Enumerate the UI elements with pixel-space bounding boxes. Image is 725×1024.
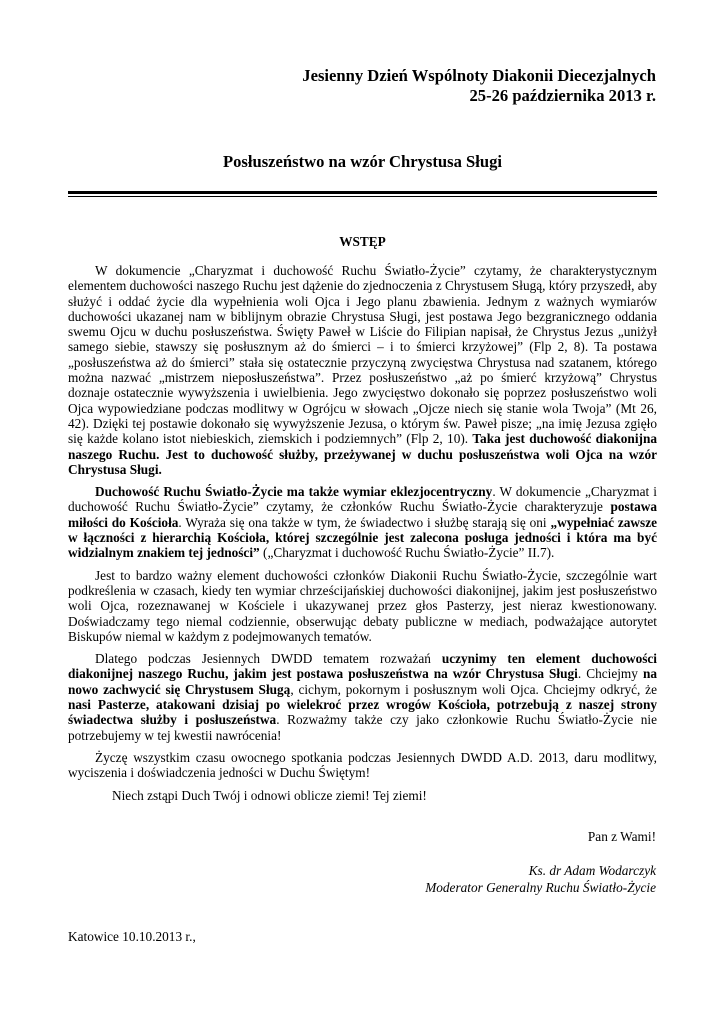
paragraph-2-text-1: . W dokumencie „Charyzmat i duchowość Ruchu Światło-Życie” czytamy, że członków Ruchu Światło-Życie charakteryzuje xyxy=(68,484,658,515)
paragraph-4-text-3: , cichym, pokornym i posłusznym woli Ojca. Chciejmy odkryć, że xyxy=(290,681,657,697)
paragraph-2 xyxy=(68,484,657,560)
title-divider-thick xyxy=(68,191,657,194)
closing-greeting: Pan z Wami! xyxy=(587,829,656,844)
paragraph-1 xyxy=(68,263,657,477)
paragraph-6-blessing xyxy=(68,788,657,803)
signature-name: Ks. dr Adam Wodarczyk xyxy=(528,863,656,878)
signature-block xyxy=(425,862,656,896)
paragraph-1-bold: Taka jest duchowość diakonijna naszego Ruchu. Jest to duchowość służby, przeżywanej w duchu posłuszeństwa woli Ojca na wzór Chrystusa Sługi. xyxy=(68,431,657,477)
document-title: Posłuszeństwo na wzór Chrystusa Sługi xyxy=(222,152,503,171)
paragraph-3 xyxy=(68,568,657,644)
paragraph-4-bold-2: na nowo zachwycić się Chrystusem Sługą xyxy=(68,666,657,697)
signature-role: Moderator Generalny Ruchu Światło-Życie xyxy=(425,880,656,895)
paragraph-2-bold-1: Duchowość Ruchu Światło-Życie ma także wymiar eklezjocentryczny xyxy=(95,484,493,500)
header-event-name: Jesienny Dzień Wspólnoty Diakonii Diecezjalnych xyxy=(302,66,656,85)
paragraph-4-bold-1: uczynimy ten element duchowości diakonijnej naszego Ruchu, jakim jest postawa posłuszeństwa na wzór Chrystusa Sługi xyxy=(68,651,657,682)
section-heading: WSTĘP xyxy=(339,234,386,249)
paragraph-4-bold-3: nasi Pasterze, atakowani dzisiaj po wielekroć przez wrogów Kościoła, potrzebują z naszej strony świadectwa służby i posłuszeństwa xyxy=(68,697,657,728)
document-header xyxy=(302,66,656,106)
paragraph-4-text-4: . Rozważmy także czy jako członkowie Ruchu Światło-Życie nie potrzebujemy w tej kwestii nawrócenia! xyxy=(68,712,657,743)
paragraph-2-text-3: („Charyzmat i duchowość Ruchu Światło-Życie” II.7). xyxy=(259,545,555,561)
paragraph-3-text: Jest to bardzo ważny element duchowości członków Diakonii Ruchu Światło-Życie, szczególnie wart podkreślenia w czasach, kiedy ten wymiar chrześcijańskiej duchowości diakonijnej, jakim jest posłuszeństwo woli Ojca, rozeznawanej w Kościele i ukazywanej przez głos Pasterzy, jest nieraz kwestionowany. Doświadczamy tego niemal codziennie, obserwując debaty publiczne w mediach, podważające autorytet Biskupów niemal w każdym z podejmowanych tematów. xyxy=(68,567,657,644)
paragraph-5 xyxy=(68,750,657,781)
place-and-date: Katowice 10.10.2013 r., xyxy=(68,929,196,944)
paragraph-2-bold-2: postawa miłości do Kościoła xyxy=(68,499,657,530)
header-event-date: 25-26 października 2013 r. xyxy=(469,86,656,105)
paragraph-4-text-1: Dlatego podczas Jesiennych DWDD tematem rozważań xyxy=(95,651,442,667)
paragraph-4 xyxy=(68,651,657,743)
document-body xyxy=(68,263,657,810)
paragraph-6-text: Niech zstąpi Duch Twój i odnowi oblicze ziemi! Tej ziemi! xyxy=(112,787,427,803)
paragraph-2-text-2: . Wyraża się ona także w tym, że świadectwo i służbę starają się oni xyxy=(178,514,551,530)
paragraph-4-text-2: . Chciejmy xyxy=(577,666,643,682)
paragraph-5-text: Życzę wszystkim czasu owocnego spotkania podczas Jesiennych DWDD A.D. 2013, daru modlitwy, wyciszenia i doświadczenia jedności w Duchu Świętym! xyxy=(68,749,657,781)
paragraph-1-text: W dokumencie „Charyzmat i duchowość Ruchu Światło-Życie” czytamy, że charakterystycznym elementem duchowości naszego Ruchu jest dążenie do zjednoczenia z Chrystusem Sługą, który przyszedł, aby służyć i oddać życie dla wypełnienia woli Ojca i Jego planu zbawienia. Jednym z ważnych wymiarów duchowości ukazanej nam w biblijnym obrazie Chrystusa Sługi, jest postawa Jego bezgranicznego oddania swemu Ojcu w duchu posłuszeństwa. Święty Paweł w Liście do Filipian napisał, że Chrystus Jezus „uniżył samego siebie, stawszy się posłusznym aż do śmierci – i to śmierci krzyżowej” (Flp 2, 8). Ta postawa „posłuszeństwa aż do śmierci” stała się ostatecznie przyczyną zwycięstwa Chrystusa nad szatanem, którego można nazwać „mistrzem nieposłuszeństwa”. Przez posłuszeństwo „aż po śmierć krzyżową” Chrystus doznaje ostatecznie wywyższenia i uwielbienia. Jego zwycięstwo dokonało się poprzez posłuszeństwo woli Ojca wypowiedziane podczas modlitwy w Ogrójcu w słowach „Ojcze niech się stanie wola Twoja” (Mt 26, 42). Dzięki tej postawie dokonało się wywyższenie Jezusa, o którym św. Paweł pisze; „na imię Jezusa zgięło się każde kolano istot niebieskich, ziemskich i podziemnych” (Flp 2, 10). xyxy=(68,263,657,447)
paragraph-2-bold-3: „wypełniać zawsze w łączności z hierarchią Kościoła, której szczególnie jest zalecona posługa jedności i która ma być widzialnym znakiem tej jedności” xyxy=(68,514,657,561)
title-divider-thin xyxy=(68,196,657,197)
